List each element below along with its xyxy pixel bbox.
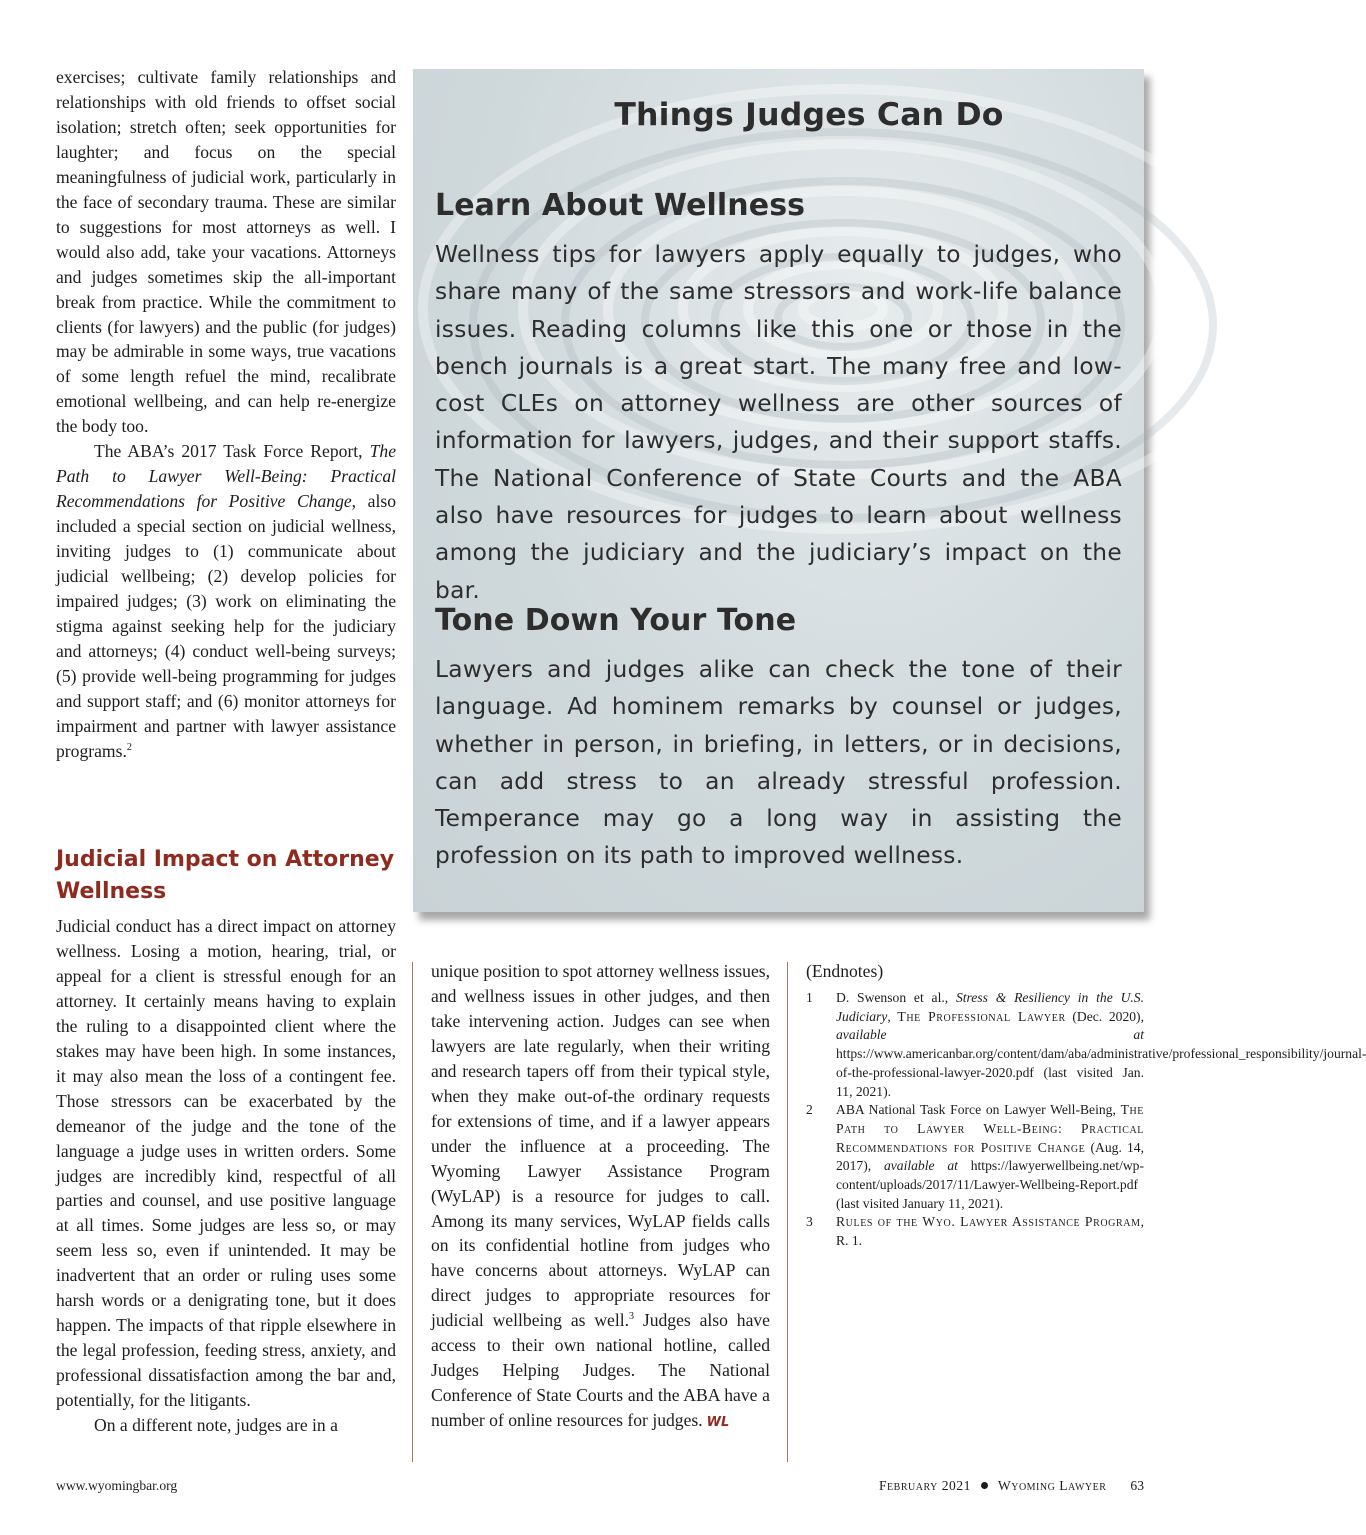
endnotes: [806, 959, 1366, 1251]
bullet-icon: [981, 1482, 988, 1489]
paragraph-aba-report: The ABA’s 2017 Task Force Report, The Path to Lawyer Well-Being: Practical Recommendations for Positive Change, also included a special section on judicial wellness, inviting judges to (1) communicate about judicial wellbeing; (2) develop policies for impaired judges; (3) work on eliminating the stigma against seeking help for the judiciary and attorneys; (4) conduct well-being surveys; (5) provide well-being programming for judges and support staff; and (6) monitor attorneys for impairment and partner with lawyer assistance programs.$^2$: [56, 441, 396, 761]
paragraph-different-note: On a different note, judges are in a: [94, 1415, 338, 1436]
endnote-number: 3: [806, 1214, 813, 1230]
endnote-item: 2 ABA National Task Force on Lawyer Well-Being, The Path to Lawyer Well-Being: Practical Recommendations for Positive Change (Aug. 14, 2017), available at https://lawyerwellbeing.net/wp-content/uploads/2017/11/Lawyer-Wellbeing-Report.pdf (last visited January 11, 2021).: [806, 1102, 1144, 1211]
page-number: 63: [1130, 1478, 1144, 1493]
paragraph-continued: exercises; cultivate family relationships and relationships with old friends to offset social isolation; stretch often; seek opportunities for laughter; and focus on the special meaningfulness of judicial work, particularly in the face of secondary trauma. These are similar to suggestions for most attorneys as well. I would also add, take your vacations. Attorneys and judges sometimes skip the all-important break from practice. While the commitment to clients (for lawyers) and the public (for judges) may be admirable in some ways, true vacations of some length refuel the mind, recalibrate emotional wellbeing, and can help re-energize the body too.: [56, 67, 396, 437]
left-column-bottom: [56, 914, 396, 1438]
footer-website: www.wyomingbar.org: [56, 1478, 178, 1493]
endnote-number: 2: [806, 1102, 813, 1118]
endnotes-title: (Endnotes): [806, 961, 884, 981]
footer-month: February 2021: [879, 1478, 971, 1493]
column-divider: [787, 962, 788, 1462]
section-heading: Judicial Impact on Attorney Wellness: [56, 847, 395, 904]
footer-publication: Wyoming Lawyer: [997, 1478, 1107, 1493]
sidebar-box: [413, 69, 1144, 912]
endnote-item: 1 D. Swenson et al., Stress & Resiliency in the U.S. Judiciary, The Professional Lawyer (Dec. 2020), available at https://www.americanbar.org/content/dam/aba/administrative/professional_responsibility/journal-of-the-professional-lawyer-2020.pdf (last visited Jan. 11, 2021).: [806, 990, 1366, 1099]
report-title: The Path to Lawyer Well-Being: Practical Recommendations for Positive Change: [56, 441, 396, 512]
endnote-item: 3 Rules of the Wyo. Lawyer Assistance Program, R. 1.: [806, 1214, 1144, 1249]
sidebar-heading-tone: Tone Down Your Tone: [435, 603, 797, 638]
sidebar-body-learn: Wellness tips for lawyers apply equally to judges, who share many of the same stressors and work-life balance issues. Reading columns like this one or those in the bench journals is a great start. The many free and low-cost CLEs on attorney wellness are other sources of information for lawyers, judges, and their support staffs. The National Conference of State Courts and the ABA also have resources for judges to learn about wellness among the judiciary and the judiciary’s impact on the bar.: [435, 241, 1122, 604]
footnote-ref: 3: [629, 1311, 635, 1323]
sidebar-heading-learn: Learn About Wellness: [435, 188, 806, 223]
end-mark: WL: [706, 1415, 730, 1431]
sidebar-body-tone: Lawyers and judges alike can check the tone of their language. Ad hominem remarks by counsel or judges, whether in person, in briefing, in letters, or in decisions, can add stress to an already stressful profession. Temperance may go a long way in assisting the profession on its path to improved wellness.: [435, 656, 1122, 870]
footer-issue: [879, 1478, 1144, 1494]
left-column-top: [56, 65, 396, 764]
footnote-ref: 2: [126, 741, 132, 753]
column-divider: [412, 962, 413, 1462]
sidebar-title: Things Judges Can Do: [614, 97, 1004, 133]
endnote-number: 1: [806, 990, 813, 1005]
middle-column: [431, 959, 770, 1436]
paragraph-judicial-conduct: Judicial conduct has a direct impact on attorney wellness. Losing a motion, hearing, trial, or appeal for a client is stressful enough for an attorney. It certainly means having to explain the ruling to a disappointed client where the stakes may have been high. In some instances, it may also mean the loss of a contingent fee. Those stressors can be exacerbated by the demeanor of the judge and the tone of the language a judge uses in written orders. Some judges are incredibly kind, respectful of all parties and counsel, and use positive language at all times. Some judges are less so, or may seem less so, even if unintended. It may be inadvertent that an order or ruling uses some harsh words or a denigrating tone, but it does happen. The impacts of that ripple elsewhere in the legal profession, feeding stress, anxiety, and professional dissatisfaction among the bar and, potentially, for the litigants.: [56, 916, 396, 1411]
paragraph-unique-position: unique position to spot attorney wellness issues, and wellness issues in other judges, and then take intervening action. Judges can see when lawyers are late regularly, when their writing and research tapers off from their typical style, when they make out-of-the ordinary requests for extensions of time, and if a lawyer appears under the influence at a proceeding. The Wyoming Lawyer Assistance Program (WyLAP) is a resource for judges to call. Among its many services, WyLAP fields calls on its confidential hotline from judges who have concerns about attorneys. WyLAP can direct judges to appropriate resources for judicial wellbeing as well.$^3$ Judges also have access to their own national hotline, called Judges Helping Judges. The National Conference of State Courts and the ABA have a number of online resources for judges. WL: [431, 961, 770, 1431]
